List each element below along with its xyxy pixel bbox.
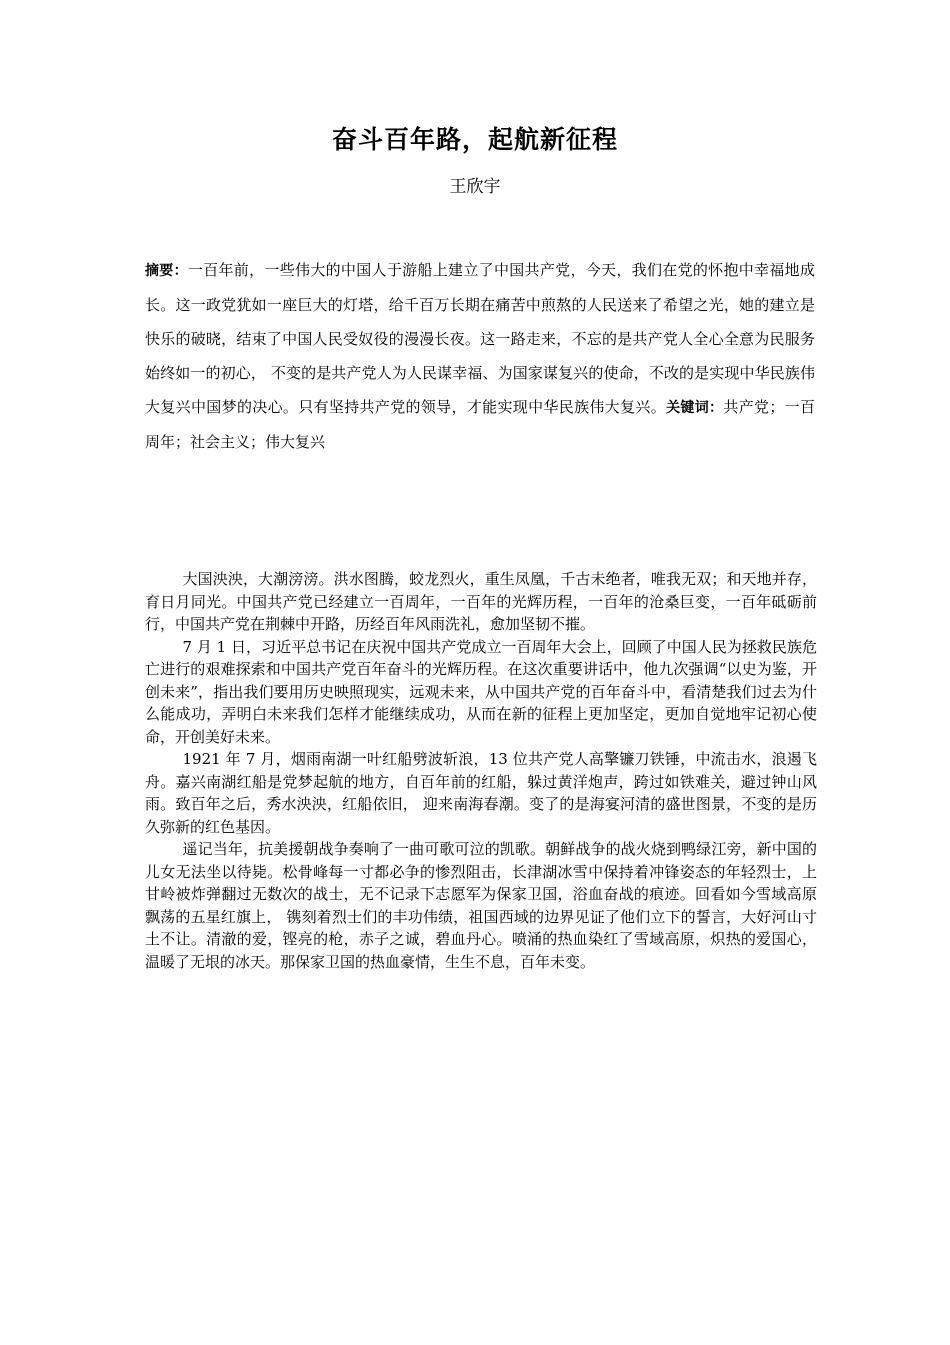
abstract-label: 摘要： [145, 263, 188, 279]
document-title: 奋斗百年路，起航新征程 [331, 125, 618, 154]
body-paragraph-3: 1921 年 7 月，烟雨南湖一叶红船劈波斩浪，13 位共产党人高擎镰刀铁锤，中流击水，浪遏飞舟。嘉兴南湖红船是党梦起航的地方，自百年前的红船，躲过黄洋炮声，跨过如铁难关，避过钟山风雨。致百年之后，秀水泱泱，红船依旧， 迎来南海春潮。变了的是海宴河清的盛世图景，不变的是历久弥新的红色基因。 [145, 750, 817, 836]
abstract-text: 一百年前，一些伟大的中国人于游船上建立了中国共产党，今天，我们在党的怀抱中幸福地成长。这一政党犹如一座巨大的灯塔，给千百万长期在痛苦中煎熬的人民送来了希望之光，她的建立是快乐的破晓，结束了中国人民受奴役的漫漫长夜。这一路走来，不忘的是共产党人全心全意为民服务始终如一的初心， 不变的是共产党人为人民谋幸福、为国家谋复兴的使命，不改的是实现中华民族伟大复兴中国梦的决心。只有坚持共产党的领导，才能实现中华民族伟大复兴。 [145, 261, 815, 416]
abstract-section [145, 253, 815, 459]
body-text [145, 568, 817, 973]
keywords-label: 关键词： [666, 400, 724, 416]
author-name: 王欣宇 [449, 177, 501, 197]
body-paragraph-2: 7 月 1 日，习近平总书记在庆祝中国共产党成立一百周年大会上，回顾了中国人民为拯救民族危亡进行的艰难探索和中国共产党百年奋斗的光辉历程。在这次重要讲话中，他九次强调“以史为鉴，开创未来”，指出我们要用历史映照现实，远观未来，从中国共产党的百年奋斗中，看清楚我们过去为什么能成功，弄明白未来我们怎样才能继续成功，从而在新的征程上更加坚定，更加自觉地牢记初心使命，开创美好未来。 [145, 637, 817, 746]
body-paragraph-4: 遥记当年，抗美援朝战争奏响了一曲可歌可泣的凯歌。朝鲜战争的战火烧到鸭绿江旁，新中国的儿女无法坐以待毙。松骨峰每一寸都必争的惨烈阻击，长津湖冰雪中保持着冲锋姿态的年轻烈士，上甘岭被炸弹翻过无数次的战士，无不记录下志愿军为保家卫国，浴血奋战的痕迹。回看如今雪域高原飘荡的五星红旗上， 镌刻着烈士们的丰功伟绩，祖国西域的边界见证了他们立下的誓言，大好河山寸土不让。清澈的爱，铿亮的枪，赤子之诚，碧血丹心。喷涌的热血染红了雪域高原，炽热的爱国心，温暖了无垠的冰天。那保家卫国的热血豪情，生生不息，百年未变。 [145, 840, 817, 971]
body-paragraph-1: 大国泱泱，大潮滂滂。洪水图腾，蛟龙烈火，重生凤凰，千古未绝者，唯我无双；和天地并存，育日月同光。中国共产党已经建立一百周年，一百年的光辉历程，一百年的沧桑巨变，一百年砥砺前行，中国共产党在荆棘中开路，历经百年风雨洗礼，愈加坚韧不摧。 [145, 570, 817, 633]
keywords-text: 共产党；一百周年；社会主义；伟大复兴 [145, 398, 816, 451]
